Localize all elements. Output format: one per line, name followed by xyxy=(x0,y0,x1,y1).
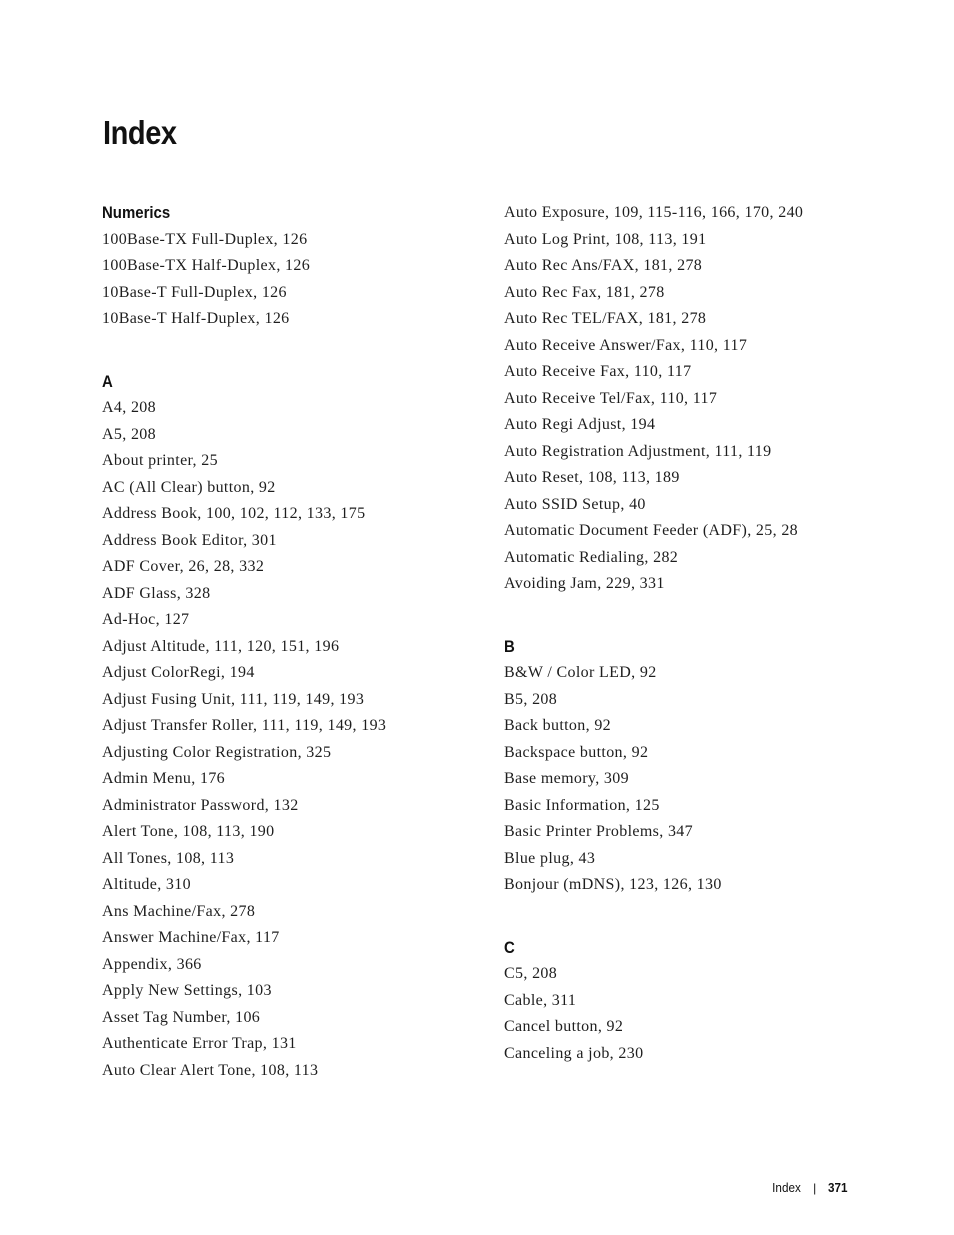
index-entry: Basic Printer Problems, 347 xyxy=(504,823,693,840)
index-entry: Authenticate Error Trap, 131 xyxy=(102,1035,297,1052)
index-column-left xyxy=(102,200,482,1084)
index-entry: ADF Glass, 328 xyxy=(102,584,211,602)
index-entry: Adjust ColorRegi, 194 xyxy=(102,664,255,681)
index-entry: All Tones, 108, 113 xyxy=(102,849,235,867)
index-entry: ADF Cover, 26, 28, 332 xyxy=(102,558,265,575)
index-entry: Auto Rec Fax, 181, 278 xyxy=(504,283,665,301)
index-entry: Auto Regi Adjust, 194 xyxy=(504,416,656,433)
index-entry: Base memory, 309 xyxy=(504,770,629,787)
section-heading: Numerics xyxy=(102,203,171,222)
index-entry: 100Base-TX Half-Duplex, 126 xyxy=(102,257,311,274)
index-entry: 100Base-TX Full-Duplex, 126 xyxy=(102,230,308,248)
index-entry: Auto Rec TEL/FAX, 181, 278 xyxy=(504,310,707,327)
index-entry: Back button, 92 xyxy=(504,717,612,734)
index-entry: Answer Machine/Fax, 117 xyxy=(102,929,280,946)
index-entry: Apply New Settings, 103 xyxy=(102,982,272,999)
page-footer xyxy=(769,1180,850,1195)
index-entry: Auto Receive Answer/Fax, 110, 117 xyxy=(504,336,748,354)
index-entry: Cancel button, 92 xyxy=(504,1018,624,1035)
index-entry: Blue plug, 43 xyxy=(504,849,596,867)
page-number: 371 xyxy=(828,1180,848,1195)
index-entry: Auto SSID Setup, 40 xyxy=(504,495,646,513)
index-entry: 10Base-T Full-Duplex, 126 xyxy=(102,283,287,301)
index-entry: Address Book, 100, 102, 112, 133, 175 xyxy=(102,505,366,522)
index-entry: Auto Exposure, 109, 115-116, 166, 170, 240 xyxy=(504,204,804,221)
index-entry: Auto Reset, 108, 113, 189 xyxy=(504,469,680,486)
index-entry: C5, 208 xyxy=(504,965,558,982)
page-title: Index xyxy=(103,114,177,151)
index-entry: Ad-Hoc, 127 xyxy=(102,611,190,628)
index-entry: Automatic Document Feeder (ADF), 25, 28 xyxy=(504,522,799,539)
section-spacer xyxy=(504,598,884,634)
index-entry: Admin Menu, 176 xyxy=(102,770,226,787)
index-entry: Auto Receive Fax, 110, 117 xyxy=(504,363,692,380)
index-entry: Administrator Password, 132 xyxy=(102,796,299,814)
index-entry: Cable, 311 xyxy=(504,991,577,1009)
section-heading: B xyxy=(504,636,515,656)
index-entry: A4, 208 xyxy=(102,399,157,416)
section-spacer xyxy=(504,899,884,935)
index-entry: Auto Receive Tel/Fax, 110, 117 xyxy=(504,389,718,407)
index-entry: B&W / Color LED, 92 xyxy=(504,664,657,681)
footer-label: Index xyxy=(772,1180,802,1195)
index-entry: Bonjour (mDNS), 123, 126, 130 xyxy=(504,876,722,893)
index-entry: AC (All Clear) button, 92 xyxy=(102,478,276,496)
index-entry: Auto Rec Ans/FAX, 181, 278 xyxy=(504,257,703,274)
index-entry: Address Book Editor, 301 xyxy=(102,531,277,549)
index-entry: Backspace button, 92 xyxy=(504,743,649,761)
index-entry: Auto Registration Adjustment, 111, 119 xyxy=(504,442,772,460)
index-entry: Auto Clear Alert Tone, 108, 113 xyxy=(102,1061,319,1079)
index-entry: Altitude, 310 xyxy=(102,876,191,893)
index-entry: Adjust Fusing Unit, 111, 119, 149, 193 xyxy=(102,690,365,708)
index-entry: Basic Information, 125 xyxy=(504,796,660,814)
index-entry: B5, 208 xyxy=(504,690,558,708)
section-heading: A xyxy=(102,371,113,391)
index-entry: About printer, 25 xyxy=(102,452,218,469)
index-entry: Adjusting Color Registration, 325 xyxy=(102,743,332,761)
index-entry: Avoiding Jam, 229, 331 xyxy=(504,575,665,592)
index-entry: Adjust Transfer Roller, 111, 119, 149, 193 xyxy=(102,717,387,734)
index-entry: Automatic Redialing, 282 xyxy=(504,548,679,566)
index-entry: A5, 208 xyxy=(102,425,157,443)
index-entry: Ans Machine/Fax, 278 xyxy=(102,902,256,920)
index-column-right xyxy=(504,200,884,1067)
index-entry: 10Base-T Half-Duplex, 126 xyxy=(102,310,290,327)
section-spacer xyxy=(102,333,482,369)
index-entry: Alert Tone, 108, 113, 190 xyxy=(102,823,275,840)
section-heading: C xyxy=(504,937,515,957)
index-entry: Asset Tag Number, 106 xyxy=(102,1008,261,1026)
index-entry: Auto Log Print, 108, 113, 191 xyxy=(504,230,707,248)
index-entry: Canceling a job, 230 xyxy=(504,1044,644,1062)
footer-separator: | xyxy=(813,1180,817,1195)
index-entry: Appendix, 366 xyxy=(102,955,202,973)
index-entry: Adjust Altitude, 111, 120, 151, 196 xyxy=(102,637,340,655)
